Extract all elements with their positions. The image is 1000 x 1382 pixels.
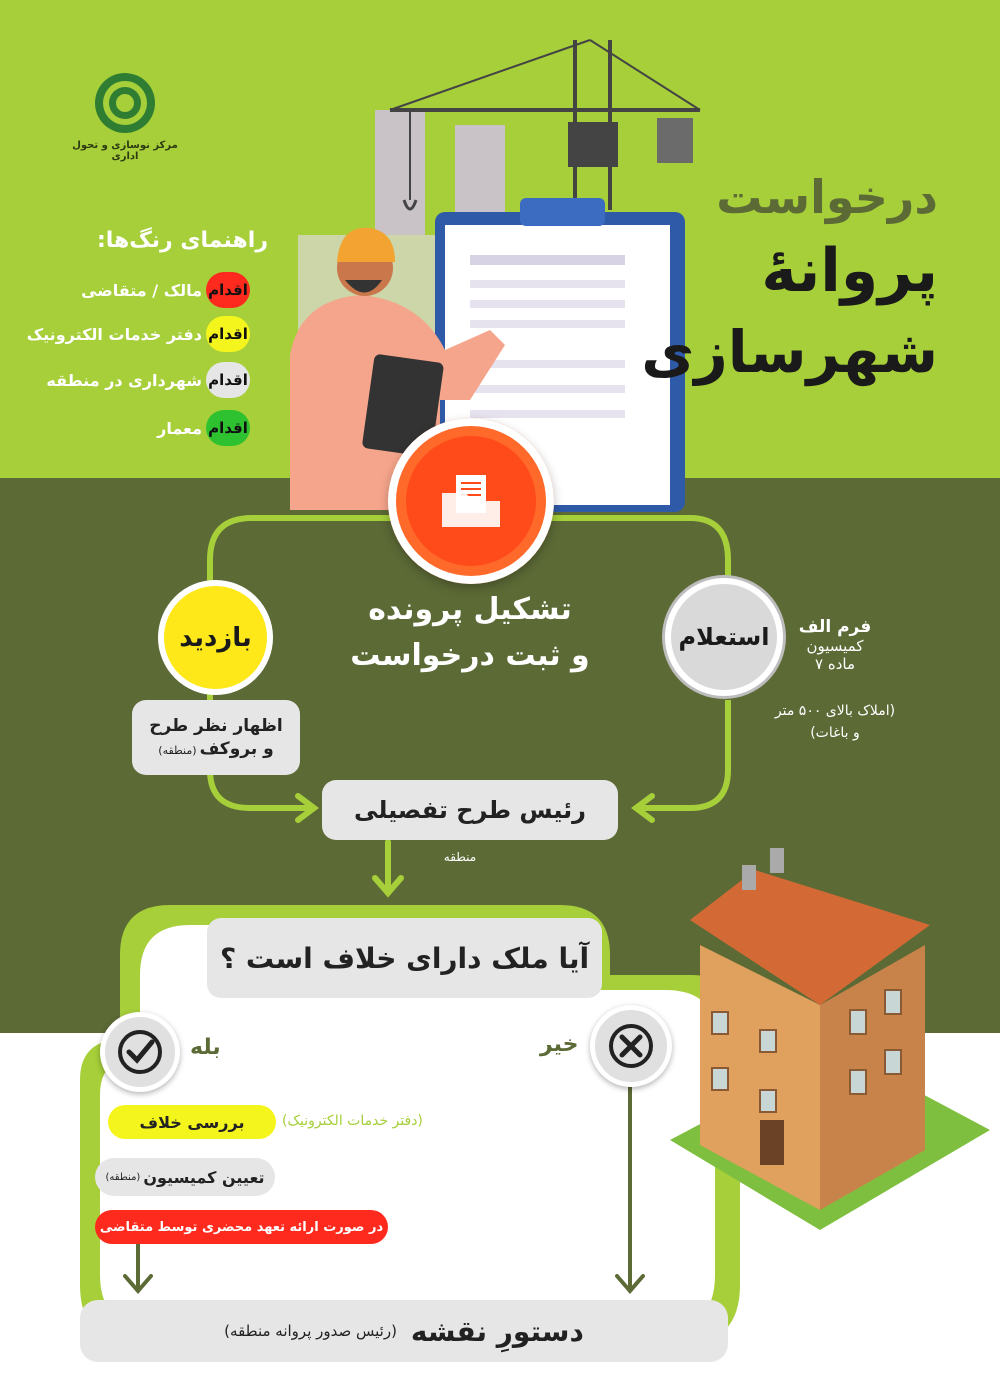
legend-badge-green: اقدام bbox=[206, 410, 250, 446]
legend-title: راهنمای رنگ‌ها: bbox=[96, 228, 268, 253]
question-box: آیا ملک دارای خلاف است ؟ bbox=[207, 918, 602, 998]
logo-emblem bbox=[95, 73, 155, 133]
legend-label-municipality: شهرداری در منطقه bbox=[46, 370, 202, 390]
visit-detail-line-2-row bbox=[158, 738, 273, 760]
inquiry-detail-line-4: (املاک بالای ۵۰۰ متر bbox=[774, 703, 896, 719]
violation-check-note: (دفتر خدمات الکترونیک) bbox=[282, 1113, 423, 1129]
down-connector bbox=[375, 842, 401, 893]
x-icon bbox=[590, 1005, 672, 1087]
legend-row-eoffice bbox=[27, 314, 250, 354]
commission-pill bbox=[95, 1158, 275, 1196]
legend-label-architect: معمار bbox=[157, 418, 202, 438]
violation-check-pill: بررسی خلاف bbox=[108, 1105, 276, 1139]
commitment-pill: در صورت ارائه تعهد محضری توسط متقاضی bbox=[95, 1210, 388, 1244]
main-step-line-1: تشکیل پرونده bbox=[368, 592, 572, 627]
final-label: دستورِ نقشه bbox=[410, 1314, 584, 1348]
inquiry-detail-extra bbox=[735, 700, 935, 745]
legend-row-architect bbox=[157, 408, 250, 448]
legend-row-owner bbox=[81, 270, 250, 310]
legend-row-municipality bbox=[46, 360, 250, 400]
detail-plan-box: رئیس طرح تفصیلی bbox=[322, 780, 618, 840]
visit-detail-line-2: و بروکف bbox=[199, 738, 274, 759]
inquiry-detail-line-3: ماده ۷ bbox=[815, 655, 855, 673]
visit-detail-line-1: اظهار نظر طرح bbox=[149, 716, 283, 737]
final-note: (رئیس صدور پروانه منطقه) bbox=[224, 1322, 397, 1340]
legend-badge-gray: اقدام bbox=[206, 362, 250, 398]
inquiry-detail-line-5: و باغات) bbox=[810, 725, 860, 742]
inquiry-detail bbox=[765, 617, 905, 673]
inquiry-detail-line-2: کمیسیون bbox=[806, 637, 864, 655]
main-step-line-2: و ثبت درخواست bbox=[350, 638, 590, 673]
inquiry-detail-line-1: فرم الف bbox=[798, 617, 872, 637]
legend-badge-red: اقدام bbox=[206, 272, 250, 308]
legend-label-owner: مالک / متقاضی bbox=[81, 280, 202, 300]
detail-plan-note: منطقه bbox=[443, 850, 477, 864]
title-line-2: پروانۀ bbox=[761, 236, 938, 306]
title-line-3: شهرسازی bbox=[641, 318, 938, 386]
folder-document-icon bbox=[406, 436, 536, 566]
visit-circle: بازدید bbox=[158, 580, 273, 695]
inquiry-circle: استعلام bbox=[665, 578, 783, 696]
logo-caption: مرکز نوسازی و تحول اداری bbox=[72, 140, 178, 162]
title-line-1: درخواست bbox=[716, 170, 938, 224]
legend-badge-yellow: اقدام bbox=[206, 316, 250, 352]
main-step-circle bbox=[388, 418, 554, 584]
commission-note: (منطقه) bbox=[105, 1171, 141, 1183]
commission-label: تعیین کمیسیون bbox=[143, 1167, 265, 1187]
yes-label: بله bbox=[190, 1035, 221, 1060]
visit-detail-note: (منطقه) bbox=[158, 743, 197, 757]
visit-detail-box bbox=[132, 700, 300, 775]
no-label: خیر bbox=[540, 1032, 579, 1057]
check-icon bbox=[100, 1012, 180, 1092]
final-box bbox=[80, 1300, 728, 1362]
legend-label-eoffice: دفتر خدمات الکترونیک bbox=[26, 324, 202, 344]
